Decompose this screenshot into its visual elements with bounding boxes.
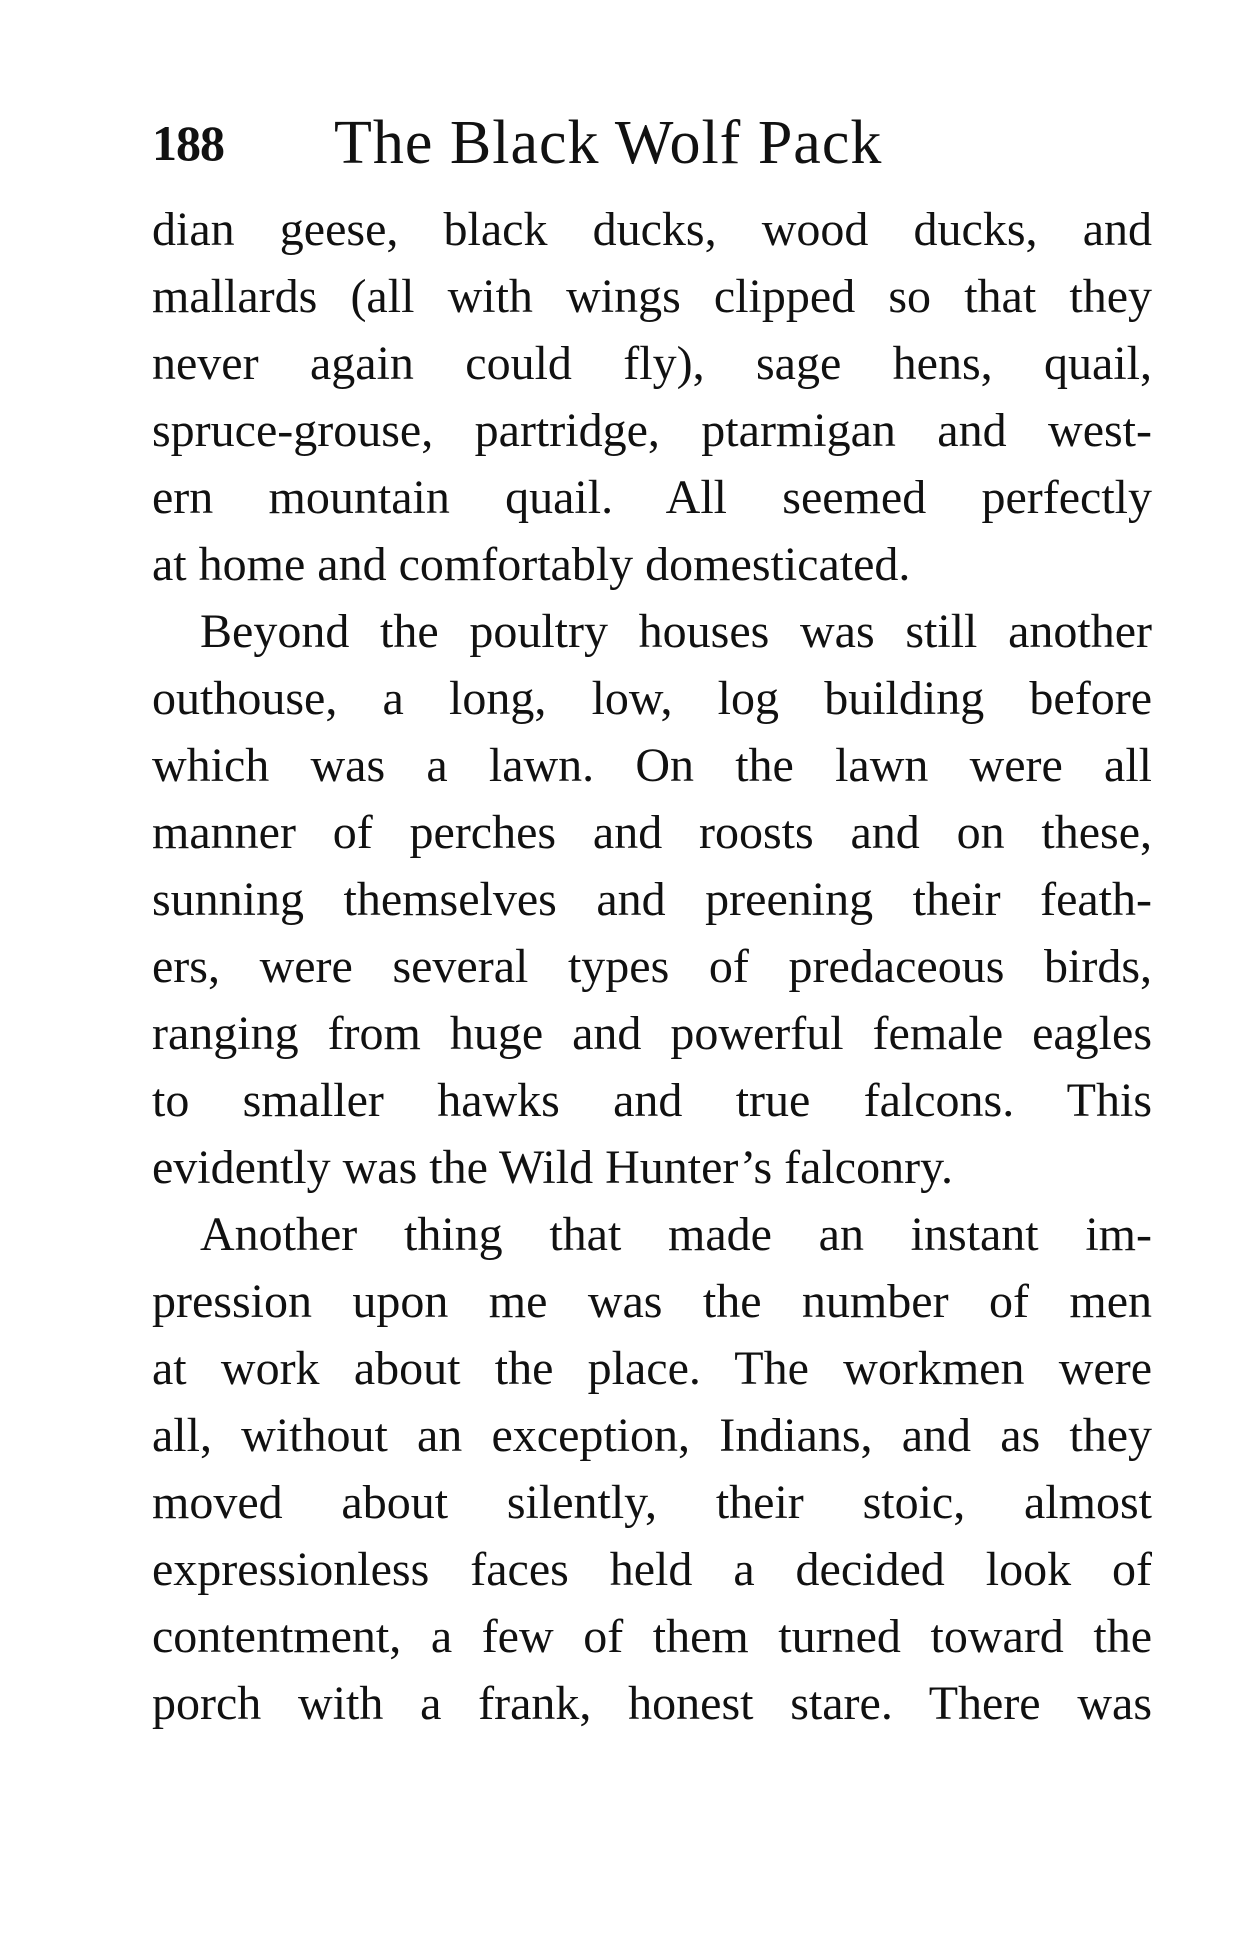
text-line: evidently was the Wild Hunter’s falconry. (152, 1141, 953, 1194)
text-line: at home and comfortably domesticated. (152, 538, 911, 591)
text-line: expressionless faces held a decided look of (152, 1543, 1152, 1596)
text-line: ranging from huge and powerful female eagles (152, 1007, 1152, 1060)
text-line: never again could fly), sage hens, quail, (152, 337, 1152, 390)
text-line: ers, were several types of predaceous birds, (152, 940, 1152, 993)
text-line: Beyond the poultry houses was still another (200, 605, 1152, 658)
paragraph-3 (152, 1201, 1152, 1737)
text-line: mallards (all with wings clipped so that they (152, 270, 1152, 323)
book-page (152, 108, 1152, 1737)
text-line: moved about silently, their stoic, almost (152, 1476, 1152, 1529)
text-line: at work about the place. The workmen were (152, 1342, 1152, 1395)
running-title: The Black Wolf Pack (334, 109, 883, 177)
text-line: outhouse, a long, low, log building before (152, 672, 1152, 725)
text-line: sunning themselves and preening their feath- (152, 873, 1152, 926)
text-line: contentment, a few of them turned toward the (152, 1610, 1152, 1663)
text-line: pression upon me was the number of men (152, 1275, 1152, 1328)
paragraph-2 (152, 598, 1152, 1201)
text-line: Another thing that made an instant im- (200, 1208, 1152, 1261)
text-line: porch with a frank, honest stare. There was (152, 1677, 1152, 1730)
page-number: 188 (152, 115, 224, 171)
text-line: manner of perches and roosts and on these, (152, 806, 1152, 859)
text-line: all, without an exception, Indians, and as they (152, 1409, 1152, 1462)
text-line: dian geese, black ducks, wood ducks, and (152, 203, 1152, 256)
page-header (152, 108, 1152, 196)
body-text (152, 196, 1152, 1737)
text-line: spruce-grouse, partridge, ptarmigan and west- (152, 404, 1152, 457)
text-line: to smaller hawks and true falcons. This (152, 1074, 1152, 1127)
text-line: which was a lawn. On the lawn were all (152, 739, 1152, 792)
paragraph-1 (152, 196, 1152, 598)
text-line: ern mountain quail. All seemed perfectly (152, 471, 1152, 524)
